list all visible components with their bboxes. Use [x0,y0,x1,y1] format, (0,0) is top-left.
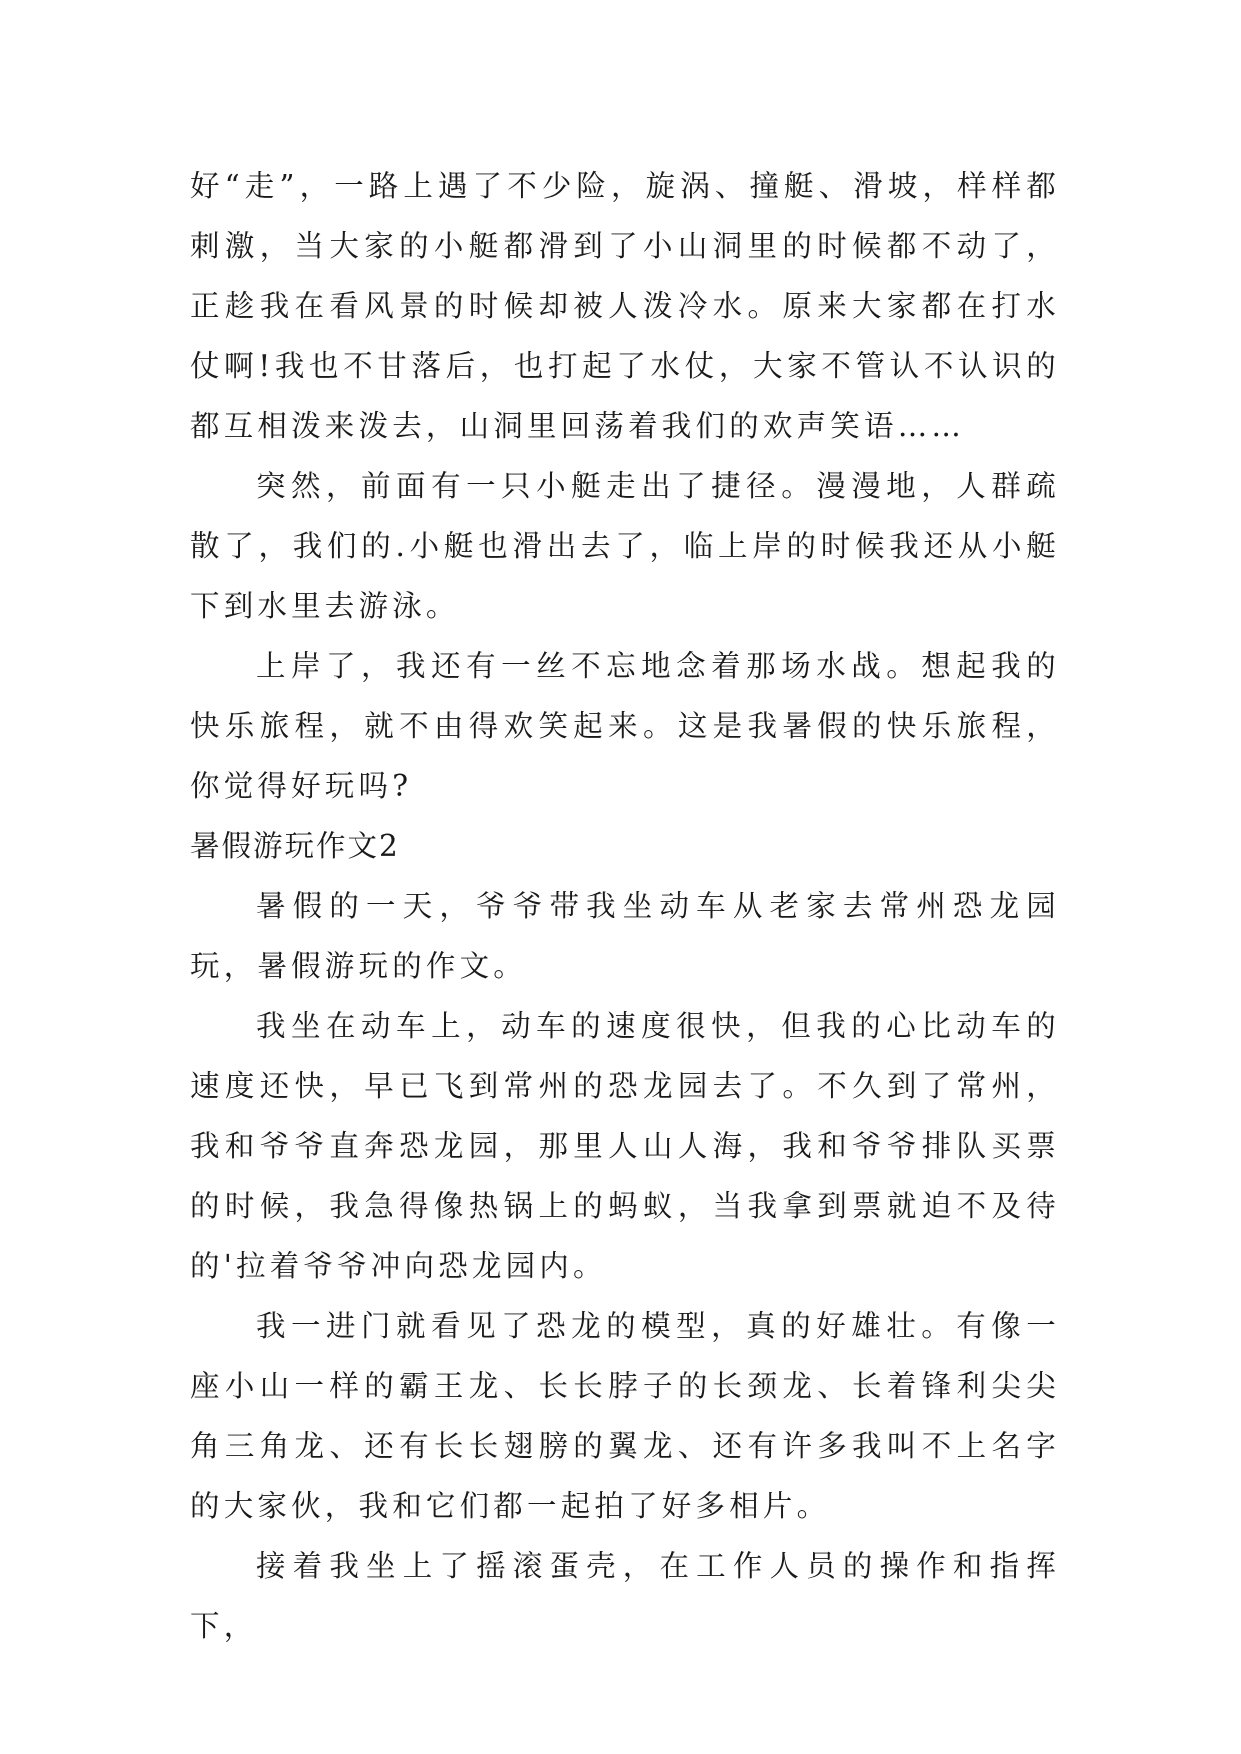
paragraph: 暑假的一天，爷爷带我坐动车从老家去常州恐龙园玩，暑假游玩的作文。 [190,889,1060,983]
paragraph: 接着我坐上了摇滚蛋壳，在工作人员的操作和指挥下， [190,1549,1060,1643]
paragraph: 上岸了，我还有一丝不忘地念着那场水战。想起我的快乐旅程，就不由得欢笑起来。这是我暑假的快乐旅程，你觉得好玩吗? [190,649,1060,803]
article-body [190,156,1060,1656]
paragraph: 突然，前面有一只小艇走出了捷径。漫漫地，人群疏散了，我们的.小艇也滑出去了，临上岸的时候我还从小艇下到水里去游泳。 [190,469,1060,623]
paragraph: 我坐在动车上，动车的速度很快，但我的心比动车的速度还快，早已飞到常州的恐龙园去了。不久到了常州，我和爷爷直奔恐龙园，那里人山人海，我和爷爷排队买票的时候，我急得像热锅上的蚂蚁，当我拿到票就迫不及待的'拉着爷爷冲向恐龙园内。 [190,1009,1060,1283]
paragraph-continuation: 好“走”，一路上遇了不少险，旋涡、撞艇、滑坡，样样都刺激，当大家的小艇都滑到了小山洞里的时候都不动了，正趁我在看风景的时候却被人泼冷水。原来大家都在打水仗啊!我也不甘落后，也打起了水仗，大家不管认不认识的都互相泼来泼去，山洞里回荡着我们的欢声笑语…… [190,169,1060,443]
section-heading: 暑假游玩作文2 [190,829,400,863]
paragraph: 我一进门就看见了恐龙的模型，真的好雄壮。有像一座小山一样的霸王龙、长长脖子的长颈龙、长着锋利尖尖角三角龙、还有长长翅膀的翼龙、还有许多我叫不上名字的大家伙，我和它们都一起拍了好多相片。 [190,1309,1060,1523]
